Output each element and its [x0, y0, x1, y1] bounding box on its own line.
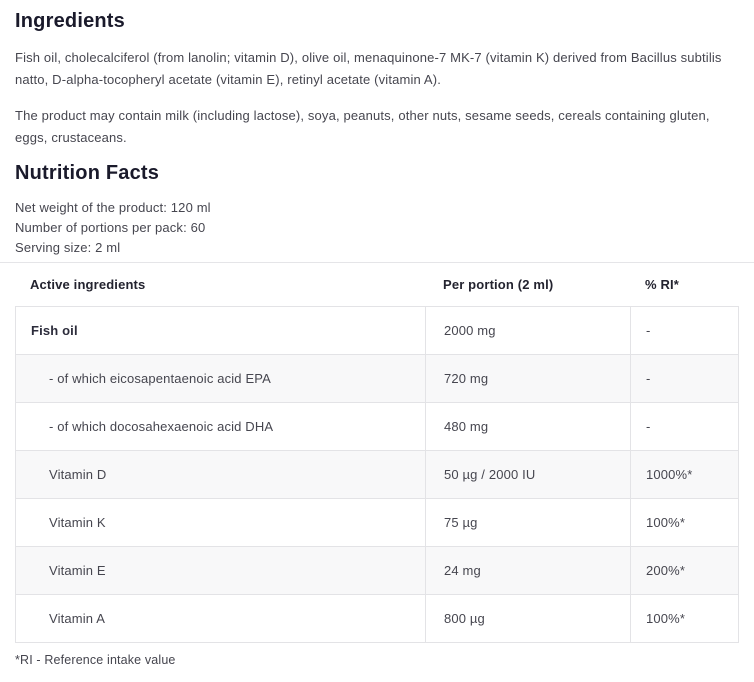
ingredients-heading: Ingredients	[15, 10, 125, 32]
ingredient-ri: -	[631, 307, 739, 355]
nutrition-table-header-row	[15, 263, 738, 306]
ingredient-amount: 2000 mg	[426, 307, 631, 355]
column-header-active-ingredients: Active ingredients	[30, 277, 146, 292]
ingredient-ri: 100%*	[631, 595, 739, 643]
ingredient-amount: 50 µg / 2000 IU	[426, 451, 631, 499]
table-row-vitamin-a	[16, 595, 739, 643]
ingredient-amount: 480 mg	[426, 403, 631, 451]
ingredient-name: Vitamin D	[16, 451, 426, 499]
ingredient-amount: 800 µg	[426, 595, 631, 643]
table-row-epa	[16, 355, 739, 403]
ingredient-name: - of which docosahexaenoic acid DHA	[16, 403, 426, 451]
column-header-per-portion: Per portion (2 ml)	[443, 277, 554, 292]
ingredient-amount: 75 µg	[426, 499, 631, 547]
ingredient-ri: -	[631, 355, 739, 403]
allergen-warning-text: The product may contain milk (including lactose), soya, peanuts, other nuts, sesame seeds, cereals containing gluten, eggs, crustaceans.	[15, 108, 710, 145]
net-weight-line: Net weight of the product: 120 ml	[15, 200, 211, 215]
product-info-block	[15, 198, 739, 258]
table-row-vitamin-e	[16, 547, 739, 595]
table-row-dha	[16, 403, 739, 451]
column-header-ri: % RI*	[645, 277, 679, 292]
ingredient-name: Vitamin A	[16, 595, 426, 643]
ingredient-ri: 200%*	[631, 547, 739, 595]
serving-size-line: Serving size: 2 ml	[15, 240, 121, 255]
ingredient-name: Vitamin E	[16, 547, 426, 595]
table-row-vitamin-d	[16, 451, 739, 499]
nutrition-facts-heading: Nutrition Facts	[15, 162, 160, 184]
ingredient-name: Vitamin K	[16, 499, 426, 547]
reference-intake-footnote: *RI - Reference intake value	[15, 653, 176, 667]
table-row-fish-oil	[16, 307, 739, 355]
ingredient-name: - of which eicosapentaenoic acid EPA	[16, 355, 426, 403]
ingredient-ri: 1000%*	[631, 451, 739, 499]
ingredient-amount: 720 mg	[426, 355, 631, 403]
product-details-section	[0, 0, 754, 258]
ingredient-name: Fish oil	[16, 307, 426, 355]
ingredients-composition-text: Fish oil, cholecalciferol (from lanolin; vitamin D), olive oil, menaquinone-7 MK-7 (vitamin K) derived from Bacillus subtilis natto, D-alpha-tocopheryl acetate (vitamin E), retinyl acetate (vitamin A).	[15, 50, 722, 87]
ingredient-amount: 24 mg	[426, 547, 631, 595]
table-row-vitamin-k	[16, 499, 739, 547]
ingredient-ri: 100%*	[631, 499, 739, 547]
nutrition-facts-table	[15, 306, 739, 643]
portions-per-pack-line: Number of portions per pack: 60	[15, 220, 206, 235]
ingredient-ri: -	[631, 403, 739, 451]
